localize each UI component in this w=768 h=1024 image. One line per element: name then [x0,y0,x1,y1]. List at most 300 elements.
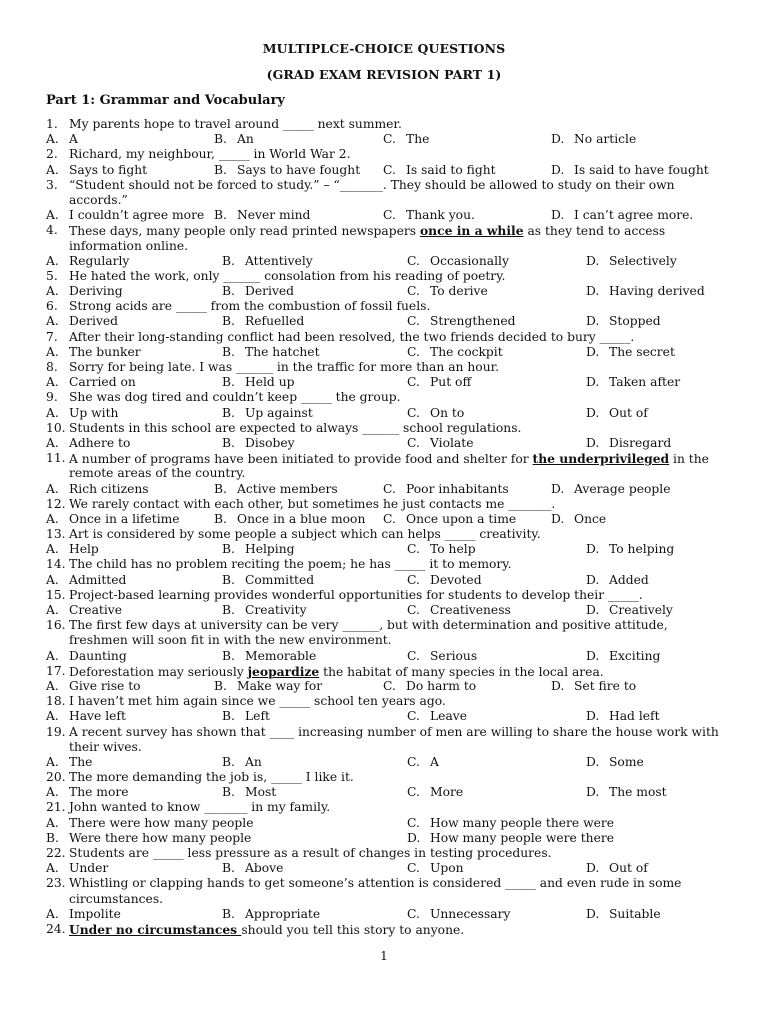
question-stem [46,664,726,679]
question-text: The first few days at university can be very ______, but with determination and positive attitude, [69,618,668,633]
question-text: Strong acids are _____ from the combustion of fossil fuels. [69,299,431,314]
option-text: On to [430,405,465,420]
question-number: 18. [46,694,66,709]
option-text: Set fire to [574,678,637,693]
question-stem [46,618,726,633]
option-letter: D. [586,542,600,557]
option-letter: C. [407,648,420,663]
option-text: Were there how many people [69,830,252,845]
question-number: 17. [46,663,66,678]
question-stem [46,588,726,603]
option-text: How many people were there [430,830,615,845]
option-letter: D. [586,572,600,587]
question-number: 12. [46,496,66,511]
option-letter: D. [586,253,600,268]
option-text: To helping [609,542,675,557]
question-stem [46,876,726,891]
underlined-keyword: the underprivileged [532,451,670,467]
option-letter: B. [222,906,235,921]
option-letter: A. [46,344,59,359]
option-letter: C. [383,481,396,496]
option-text: Attentively [245,253,313,268]
question-stem [46,421,726,436]
option-letter: A. [46,405,59,420]
option-letter: C. [383,132,396,147]
option-letter: B. [222,754,235,769]
underlined-keyword: jeopardize [247,663,320,679]
option-letter: C. [407,435,420,450]
option-letter: B. [214,481,227,496]
option-text: There were how many people [69,815,254,830]
option-letter: D. [586,405,600,420]
option-letter: D. [551,208,565,223]
option-text: Unnecessary [430,906,511,921]
option-letter: D. [586,648,600,663]
option-letter: D. [586,603,600,617]
option-text: Once upon a time [406,511,517,526]
option-text: Selectively [609,253,677,268]
question-stem [46,117,726,132]
question-list [46,117,726,937]
underlined-keyword: Under no circumstances [69,921,242,937]
question-text: remote areas of the country. [69,466,246,481]
options-row [46,603,726,618]
question-text: Project-based learning provides wonderful opportunities for students to develop their _____. [69,587,643,602]
option-letter: D. [551,132,565,147]
question-stem [46,223,726,238]
option-text: Creative [69,603,122,617]
option-text: An [237,132,254,147]
option-letter: A. [46,542,59,557]
option-letter: A. [46,648,59,663]
option-text: I couldn’t agree more [69,208,205,223]
option-letter: A. [46,481,59,496]
options-row [46,861,726,876]
option-letter: B. [214,132,227,147]
option-text: Helping [245,542,295,557]
question-text: He hated the work, only ______ consolation from his reading of poetry. [69,268,506,283]
option-text: Active members [237,481,338,496]
option-letter: C. [407,754,420,769]
option-letter: C. [407,572,420,587]
option-text: The secret [609,344,675,359]
options-row [46,907,726,922]
option-letter: D. [586,344,600,359]
option-text: Held up [245,375,295,390]
options-row [46,406,726,421]
option-text: Never mind [237,208,311,223]
option-text: Most [245,785,277,800]
option-letter: C. [383,208,396,223]
question-stem [46,269,726,284]
question-text: Under no circumstances should you tell this story to anyone. [69,921,465,937]
question-text: A recent survey has shown that ____ increasing number of men are willing to share the house work with [69,724,719,739]
option-text: Make way for [237,678,323,693]
option-text: Have left [69,709,126,724]
option-letter: D. [407,830,421,845]
options-row [46,284,726,299]
option-text: Violate [430,435,474,450]
option-text: To help [430,542,476,557]
option-text: Regularly [69,253,130,268]
option-text: The [69,754,93,769]
option-text: Exciting [609,648,661,663]
option-text: Adhere to [69,435,131,450]
question-text: These days, many people only read printed newspapers once in a while as they tend to access [69,223,666,239]
option-letter: A. [46,375,59,390]
option-text: Occasionally [430,253,509,268]
option-letter: C. [383,162,396,177]
option-letter: B. [222,314,235,329]
question-stem [46,178,726,193]
option-letter: A. [46,511,59,526]
option-letter: B. [222,603,235,617]
option-text: Stopped [609,314,661,329]
question-stem-continuation [46,466,726,481]
question-number: 8. [46,360,58,374]
question-number: 14. [46,557,66,572]
question-number: 6. [46,299,58,314]
question-stem [46,497,726,512]
question-stem [46,527,726,542]
option-text: Creativeness [430,603,511,617]
option-letter: B. [222,253,235,268]
question-number: 15. [46,587,66,602]
option-letter: D. [586,861,600,876]
option-letter: A. [46,815,59,830]
option-text: Put off [430,375,472,390]
option-text: To derive [430,284,488,299]
question-stem [46,800,726,815]
question-text: We rarely contact with each other, but sometimes he just contacts me _______. [69,496,556,511]
option-letter: B. [222,861,235,876]
question-stem [46,451,726,466]
underlined-keyword: once in a while [419,223,524,239]
question-number: 16. [46,618,66,633]
question-stem [46,147,726,162]
option-text: Having derived [609,284,705,299]
option-text: Devoted [430,572,482,587]
option-letter: A. [46,572,59,587]
question-stem [46,360,726,375]
question-number: 4. [46,223,58,238]
option-text: Once [574,511,607,526]
option-text: How many people there were [430,815,615,830]
option-letter: C. [407,284,420,299]
option-text: Is said to have fought [574,162,709,177]
option-letter: A. [46,785,59,800]
option-letter: A. [46,906,59,921]
question-number: 3. [46,177,58,192]
option-letter: D. [551,678,565,693]
option-letter: C. [407,253,420,268]
question-number: 5. [46,268,58,283]
question-stem [46,846,726,861]
option-letter: D. [586,785,600,800]
option-letter: B. [214,678,227,693]
options-row [46,132,726,147]
option-text: Committed [245,572,315,587]
option-text: Says to fight [69,162,148,177]
options-row [46,679,726,694]
option-text: Serious [430,648,478,663]
option-letter: D. [586,375,600,390]
option-text: The most [609,785,667,800]
option-text: The [406,132,430,147]
option-letter: D. [551,162,565,177]
option-letter: A. [46,435,59,450]
question-text: She was dog tired and couldn’t keep _____ the group. [69,390,401,405]
option-letter: C. [383,511,396,526]
option-letter: C. [407,314,420,329]
option-text: Some [609,754,644,769]
option-letter: A. [46,861,59,876]
question-stem-continuation [46,892,726,907]
option-letter: C. [407,542,420,557]
option-text: Up against [245,405,313,420]
option-letter: B. [222,785,235,800]
question-stem [46,694,726,709]
question-stem [46,330,726,345]
option-text: Suitable [609,906,661,921]
question-stem-continuation [46,193,726,208]
document-subtitle: (GRAD EXAM REVISION PART 1) [266,67,502,82]
option-text: No article [574,132,637,147]
question-number: 20. [46,770,66,785]
option-letter: A. [46,754,59,769]
option-text: Poor inhabitants [406,481,509,496]
option-text: Derived [245,284,295,299]
question-text: their wives. [69,739,142,754]
option-text: Average people [574,481,671,496]
question-stem [46,390,726,405]
options-row [46,375,726,390]
document-title: MULTIPLCE-CHOICE QUESTIONS [262,41,506,56]
question-text: circumstances. [69,891,164,906]
page-number: 1 [380,949,388,963]
options-row [46,573,726,588]
question-text: Deforestation may seriously jeopardize the habitat of many species in the local area. [69,663,604,679]
option-letter: B. [222,375,235,390]
option-text: A [430,754,439,769]
option-text: Once in a lifetime [69,511,180,526]
question-text: A number of programs have been initiated to provide food and shelter for the underprivileged in the [69,451,709,467]
option-letter: D. [551,511,565,526]
question-number: 24. [46,921,66,936]
option-letter: A. [46,162,59,177]
section-heading: Part 1: Grammar and Vocabulary [46,93,285,108]
option-text: Creatively [609,603,673,617]
option-text: Disregard [609,435,672,450]
question-text: freshmen will soon fit in with the new environment. [69,633,392,648]
option-letter: C. [407,815,420,830]
option-letter: D. [586,314,600,329]
option-text: Admitted [69,572,127,587]
options-row [46,436,726,451]
option-letter: A. [46,208,59,223]
options-row [46,831,726,846]
options-row [46,542,726,557]
option-text: Daunting [69,648,127,663]
question-text: The child has no problem reciting the poem; he has _____ it to memory. [69,557,512,572]
option-text: Upon [430,861,464,876]
option-text: Carried on [69,375,136,390]
question-stem [46,770,726,785]
question-text: I haven’t met him again since we _____ school ten years ago. [69,694,446,709]
question-number: 2. [46,147,58,162]
option-letter: C. [383,678,396,693]
question-text: Sorry for being late. I was ______ in the traffic for more than an hour. [69,360,500,374]
option-letter: B. [222,435,235,450]
question-text: After their long-standing conflict had been resolved, the two friends decided to bury _____. [69,329,635,344]
option-text: Added [609,572,649,587]
question-stem-continuation [46,239,726,254]
option-letter: B. [214,511,227,526]
options-row [46,314,726,329]
question-stem [46,557,726,572]
option-letter: B. [46,830,59,845]
option-text: More [430,785,464,800]
question-stem [46,299,726,314]
question-number: 19. [46,724,66,739]
question-number: 23. [46,876,66,891]
option-letter: D. [586,754,600,769]
option-letter: D. [586,284,600,299]
option-text: Give rise to [69,678,141,693]
option-letter: A. [46,253,59,268]
option-letter: D. [586,435,600,450]
option-text: Thank you. [406,208,475,223]
option-text: Refuelled [245,314,305,329]
option-text: Once in a blue moon [237,511,366,526]
question-text: “Student should not be forced to study.” – “_______. They should be allowed to study on their own [69,177,675,192]
option-text: Left [245,709,270,724]
option-text: The cockpit [430,344,503,359]
option-letter: B. [214,162,227,177]
option-text: A [69,132,78,147]
options-row [46,208,726,223]
option-letter: B. [222,344,235,359]
option-letter: A. [46,314,59,329]
question-text: accords.” [69,192,128,207]
options-row [46,345,726,360]
option-text: Had left [609,709,660,724]
question-text: My parents hope to travel around _____ next summer. [69,117,402,131]
option-letter: B. [222,709,235,724]
option-letter: B. [222,572,235,587]
option-letter: D. [551,481,565,496]
option-letter: C. [407,861,420,876]
question-text: Students in this school are expected to always ______ school regulations. [69,420,522,435]
option-text: Strengthened [430,314,516,329]
question-number: 13. [46,527,66,542]
option-letter: C. [407,344,420,359]
option-text: Creativity [245,603,307,617]
options-row [46,785,726,800]
options-row [46,649,726,664]
options-row [46,163,726,178]
question-text: Art is considered by some people a subject which can helps _____ creativity. [69,527,541,542]
option-text: Is said to fight [406,162,496,177]
option-text: Help [69,542,99,557]
option-letter: B. [222,542,235,557]
option-text: The hatchet [245,344,320,359]
question-number: 1. [46,117,58,131]
question-text: John wanted to know _______ in my family. [69,800,331,815]
option-letter: B. [222,405,235,420]
option-letter: A. [46,132,59,147]
option-text: Up with [69,405,119,420]
question-stem-continuation [46,740,726,755]
option-letter: C. [407,603,420,617]
question-number: 22. [46,846,66,860]
option-text: Rich citizens [69,481,149,496]
question-number: 7. [46,329,58,344]
option-letter: C. [407,906,420,921]
option-letter: C. [407,709,420,724]
question-text: Richard, my neighbour, _____ in World War 2. [69,147,351,162]
option-letter: D. [586,709,600,724]
option-text: Under [69,861,109,876]
question-number: 10. [46,420,66,435]
option-text: Derived [69,314,119,329]
option-letter: B. [214,208,227,223]
question-number: 9. [46,390,58,405]
options-row [46,816,726,831]
option-text: Deriving [69,284,123,299]
option-letter: B. [222,648,235,663]
option-text: Disobey [245,435,295,450]
option-text: Says to have fought [237,162,361,177]
option-text: Memorable [245,648,317,663]
question-text: Whistling or clapping hands to get someone’s attention is considered _____ and even rude in some [69,876,682,891]
option-text: I can’t agree more. [574,208,694,223]
option-letter: A. [46,603,59,617]
options-row [46,709,726,724]
option-text: An [245,754,262,769]
question-text: information online. [69,238,189,253]
question-number: 21. [46,800,66,815]
option-letter: B. [222,284,235,299]
option-letter: C. [407,375,420,390]
option-letter: C. [407,405,420,420]
option-letter: C. [407,785,420,800]
question-stem [46,725,726,740]
options-row [46,254,726,269]
question-stem [46,922,726,937]
option-text: Impolite [69,906,121,921]
option-letter: A. [46,678,59,693]
option-text: Above [245,861,284,876]
option-text: Appropriate [245,906,321,921]
option-letter: A. [46,284,59,299]
option-letter: A. [46,709,59,724]
option-letter: D. [586,906,600,921]
option-text: Out of [609,405,648,420]
option-text: Leave [430,709,467,724]
question-number: 11. [46,451,66,466]
options-row [46,755,726,770]
option-text: Do harm to [406,678,477,693]
option-text: The more [69,785,129,800]
options-row [46,482,726,497]
question-text: Students are _____ less pressure as a result of changes in testing procedures. [69,846,552,860]
option-text: Out of [609,861,648,876]
option-text: The bunker [69,344,141,359]
question-stem-continuation [46,633,726,648]
option-text: Taken after [609,375,681,390]
options-row [46,512,726,527]
